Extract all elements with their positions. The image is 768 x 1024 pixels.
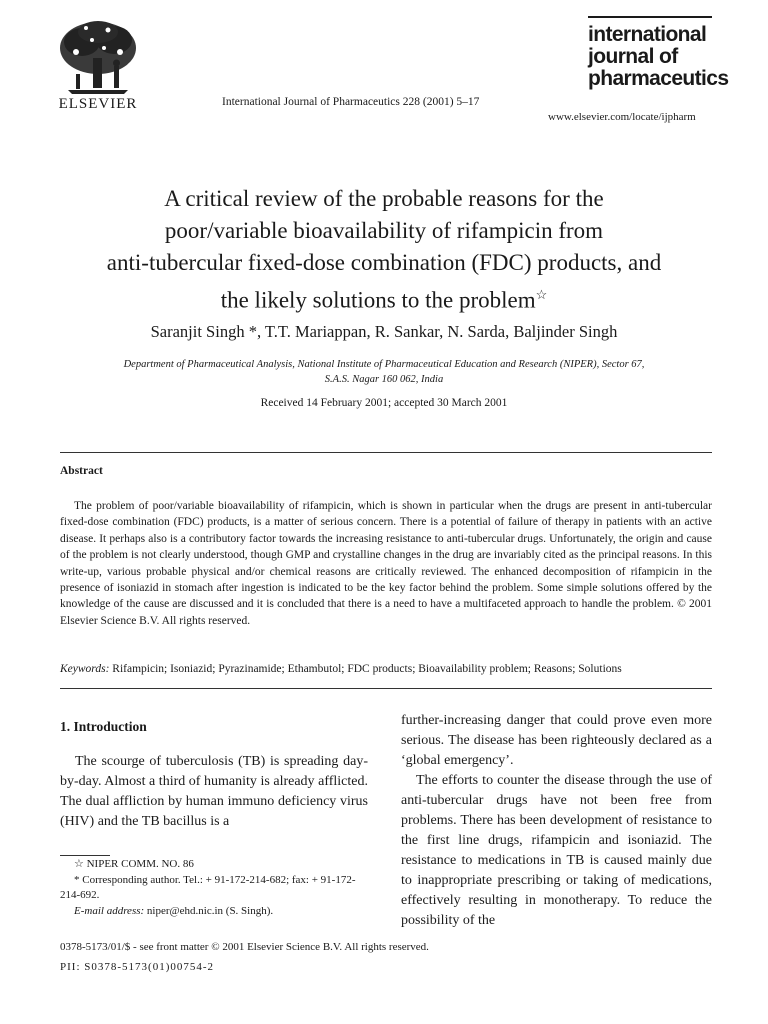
section-heading-introduction: 1. Introduction <box>60 719 147 734</box>
article-title <box>40 183 728 317</box>
title-line-3: anti-tubercular fixed-dose combination (FDC) products, and <box>106 250 662 275</box>
intro-paragraph-2: The efforts to counter the disease through the use of anti-tubercular drugs have not been free from problems. There has been development of resistance to the first line drugs, rifampicin and isoniazid. The resistance to medications in TB is caused mainly due to inappropriate prescribing or taking of medications, effectively resulting in monotherapy. To reduce the possibility of the <box>401 773 712 928</box>
affiliation-line-2: S.A.S. Nagar 160 062, India <box>324 374 444 385</box>
abstract-heading: Abstract <box>60 465 103 477</box>
affiliation-line-1: Department of Pharmaceutical Analysis, National Institute of Pharmaceutical Education and Research (NIPER), Sector 67, <box>123 359 645 370</box>
footnote-corresponding: * Corresponding author. Tel.: + 91-172-214-682; fax: + 91-172-214-692. <box>60 873 356 901</box>
journal-name-line-1: international <box>588 23 707 46</box>
journal-url[interactable]: www.elsevier.com/locate/ijpharm <box>548 111 696 123</box>
journal-name-line-3: pharmaceutics <box>588 67 729 90</box>
journal-name <box>588 24 738 90</box>
footnote-email <box>60 904 372 920</box>
intro-right-column <box>401 711 712 931</box>
intro-paragraph-continued: further-increasing danger that could prove even more serious. The disease has been righteously declared as a ‘global emergency’. <box>401 713 712 768</box>
affiliation <box>60 357 708 387</box>
elsevier-tree-logo <box>48 18 148 96</box>
received-dates: Received 14 February 2001; accepted 30 March 2001 <box>260 397 508 409</box>
intro-paragraph-1: The scourge of tuberculosis (TB) is spreading day-by-day. Almost a third of humanity is already afflicted. The dual affliction by human immuno deficiency virus (HIV) and the TB bacillus is a <box>60 754 368 829</box>
email-address[interactable]: niper@ehd.nic.in (S. Singh). <box>146 904 274 917</box>
keywords-list: Rifampicin; Isoniazid; Pyrazinamide; Ethambutol; FDC products; Bioavailability problem; Reasons; Solutions <box>112 663 622 675</box>
title-line-1: A critical review of the probable reasons for the <box>164 186 604 211</box>
keywords <box>60 663 712 675</box>
intro-left-column <box>60 752 368 832</box>
abstract-top-rule <box>60 452 712 453</box>
journal-name-line-2: journal of <box>588 45 678 68</box>
title-footnote-marker[interactable]: ☆ <box>535 287 548 302</box>
journal-citation: International Journal of Pharmaceutics 228 (2001) 5–17 <box>222 96 480 108</box>
journal-rule <box>588 16 712 18</box>
abstract-text: The problem of poor/variable bioavailability of rifampicin, which is shown in particular when the drugs are present in anti-tubercular fixed-dose combination (FDC) products, is a matter of serious concern. There is a potential of failure of therapy in patients with an active disease. It perhaps also is a contributory factor towards the increasing resistance to anti-tubercular drugs. Unfortunately, the origin and cause of the problem is not clearly understood, though GMP and crystalline changes in the drug are invariably cited as the principal reasons. In this write-up, various probable physical and/or chemical reasons are critically reviewed. The enhanced decomposition of rifampicin in the presence of isoniazid in stomach after ingestion is indicated to be the key factor behind the problem. Some simple solutions offered by the knowledge of the cause are discussed and it is concluded that there is a need to have a multifaceted approach to handle the problem. © 2001 Elsevier Science B.V. All rights reserved. <box>60 500 712 627</box>
footnotes <box>60 857 372 919</box>
email-label: E-mail address: <box>74 904 145 917</box>
title-line-4: the likely solutions to the problem☆ <box>220 287 548 313</box>
footnote-comm-no: ☆ NIPER COMM. NO. 86 <box>74 858 194 870</box>
abstract-bottom-rule <box>60 688 712 689</box>
keywords-label: Keywords: <box>60 663 110 675</box>
tree-logo-icon <box>48 18 148 96</box>
footnote-rule <box>60 855 110 856</box>
publisher-name: ELSEVIER <box>58 96 138 112</box>
author-list: Saranjit Singh *, T.T. Mariappan, R. Sankar, N. Sarda, Baljinder Singh <box>150 322 618 341</box>
title-line-2: poor/variable bioavailability of rifampicin from <box>164 218 604 243</box>
pii-line: PII: S0378-5173(01)00754-2 <box>60 961 215 973</box>
front-matter-line: 0378-5173/01/$ - see front matter © 2001 Elsevier Science B.V. All rights reserved. <box>60 941 429 953</box>
